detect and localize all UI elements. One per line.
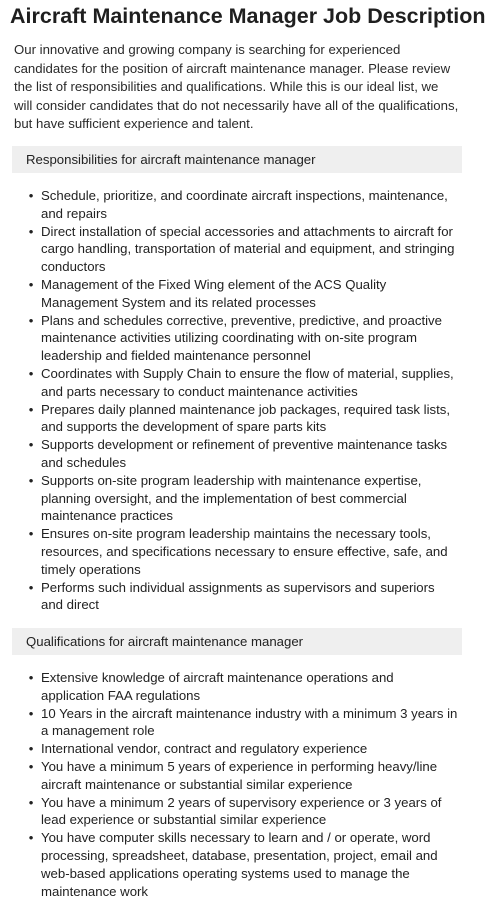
list-item bbox=[28, 223, 464, 276]
list-item-text: Supports development or refinement of preventive maintenance tasks and schedules bbox=[41, 437, 448, 470]
qualifications-heading-text: Qualifications for aircraft maintenance manager bbox=[26, 634, 304, 650]
list-item-text: Direct installation of special accessories and attachments to aircraft for cargo handling, transportation of material and equipment, and stringing conductors bbox=[41, 223, 455, 275]
bullet-icon: • bbox=[28, 830, 34, 846]
bullet-icon: • bbox=[28, 526, 34, 542]
list-item bbox=[28, 669, 464, 705]
responsibilities-list bbox=[10, 187, 464, 614]
list-item-text: Supports on-site program leadership with maintenance expertise, planning oversight, and the implementation of best commercial maintenance practices bbox=[41, 472, 422, 524]
bullet-icon: • bbox=[28, 794, 34, 810]
list-item bbox=[28, 740, 464, 758]
bullet-icon: • bbox=[28, 741, 34, 757]
list-item-text: Ensures on-site program leadership maintains the necessary tools, resources, and specifications necessary to ensure effective, safe, and timely operations bbox=[41, 526, 448, 577]
page-title: Aircraft Maintenance Manager Job Description bbox=[10, 4, 486, 28]
list-item-text: You have computer skills necessary to learn and / or operate, word processing, spreadsheet, database, presentation, project, email and web-based applications operating systems used to manage the maintenance work bbox=[41, 830, 438, 899]
list-item bbox=[28, 472, 464, 525]
bullet-icon: • bbox=[28, 276, 34, 292]
list-item bbox=[28, 365, 464, 401]
list-item-text: You have a minimum 5 years of experience in performing heavy/line aircraft maintenance or substantial similar experience bbox=[41, 759, 438, 792]
list-item bbox=[28, 705, 464, 741]
list-item bbox=[28, 579, 464, 615]
qualifications-heading bbox=[12, 628, 462, 655]
bullet-icon: • bbox=[28, 437, 34, 453]
bullet-icon: • bbox=[28, 187, 34, 203]
list-item bbox=[28, 794, 464, 830]
list-item-text: Performs such individual assignments as supervisors and superiors and direct bbox=[41, 579, 435, 613]
list-item-text: International vendor, contract and regulatory experience bbox=[41, 741, 368, 757]
list-item bbox=[28, 436, 464, 472]
bullet-icon: • bbox=[28, 472, 34, 488]
list-item-text: 10 Years in the aircraft maintenance industry with a minimum 3 years in a management role bbox=[41, 705, 458, 739]
bullet-icon: • bbox=[28, 705, 34, 721]
qualifications-list bbox=[10, 669, 464, 900]
list-item-text: Schedule, prioritize, and coordinate aircraft inspections, maintenance, and repairs bbox=[41, 187, 448, 221]
intro-paragraph: Our innovative and growing company is searching for experienced candidates for the position of aircraft maintenance manager. Please review the list of responsibilities and qualifications. While this is our ideal list, we will consider candidates that do not necessarily have all of the qualifications, but have sufficient experience and talent. bbox=[14, 42, 459, 132]
bullet-icon: • bbox=[28, 223, 34, 239]
bullet-icon: • bbox=[28, 759, 34, 775]
list-item-text: Extensive knowledge of aircraft maintenance operations and application FAA regulations bbox=[41, 670, 394, 703]
list-item bbox=[28, 401, 464, 437]
list-item-text: Management of the Fixed Wing element of the ACS Quality Management System and its related processes bbox=[41, 276, 387, 310]
responsibilities-heading-text: Responsibilities for aircraft maintenance manager bbox=[26, 151, 316, 167]
list-item bbox=[28, 829, 464, 900]
list-item-text: Plans and schedules corrective, preventive, predictive, and proactive maintenance activities utilizing coordinating with on-site program leadership and fielded maintenance personnel bbox=[41, 312, 442, 364]
bullet-icon: • bbox=[28, 670, 34, 686]
list-item bbox=[28, 312, 464, 365]
bullet-icon: • bbox=[28, 365, 34, 381]
list-item bbox=[28, 758, 464, 794]
list-item bbox=[28, 525, 464, 578]
bullet-icon: • bbox=[28, 312, 34, 328]
list-item bbox=[28, 187, 464, 223]
list-item-text: Coordinates with Supply Chain to ensure the flow of material, supplies, and parts necessary to conduct maintenance activities bbox=[41, 365, 454, 399]
bullet-icon: • bbox=[28, 401, 34, 417]
list-item-text: You have a minimum 2 years of supervisory experience or 3 years of lead experience or substantial similar experience bbox=[41, 794, 442, 828]
list-item bbox=[28, 276, 464, 312]
bullet-icon: • bbox=[28, 579, 34, 595]
responsibilities-heading bbox=[12, 146, 462, 173]
list-item-text: Prepares daily planned maintenance job packages, required task lists, and supports the development of spare parts kits bbox=[41, 401, 451, 435]
